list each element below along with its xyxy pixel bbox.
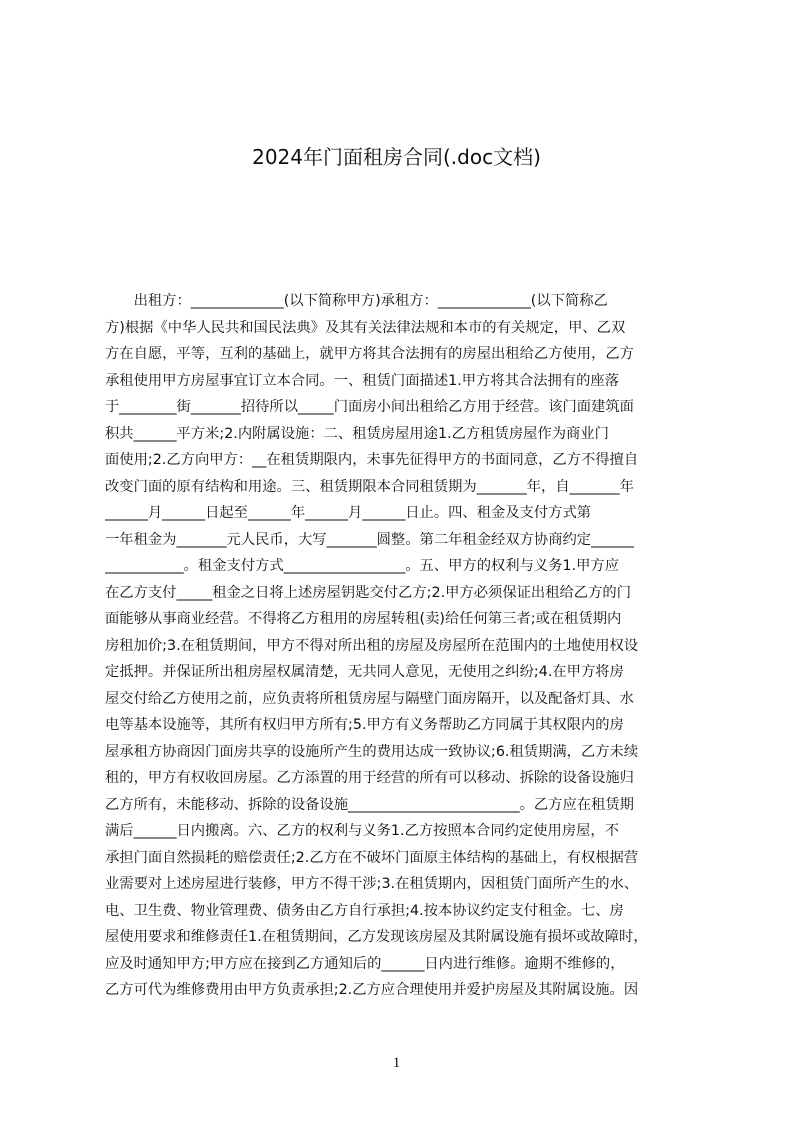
body-line: 定抵押。并保证所出租房屋权属清楚，无共同人意见，无使用之纠纷;4.在甲方将房 xyxy=(105,664,624,680)
document-title: 2024年门面租房合同(.doc文档) xyxy=(252,145,541,169)
body-line: 承租使用甲方房屋事宜订立本合同。一、租赁门面描述1.甲方将其合法拥有的座落 xyxy=(105,372,620,389)
body-line: 一年租金为_______元人民币，大写_______圆整。第二年租金经双方协商约定______ xyxy=(105,531,634,548)
body-line: 屋使用要求和维修责任1.在租赁期间，乙方发现该房屋及其附属设施有损坏或故障时， xyxy=(105,929,648,945)
body-line: ___________。租金支付方式_________________。五、甲方的权利与义务1.甲方应 xyxy=(105,558,620,574)
contract-body xyxy=(105,288,697,1004)
body-line: 应及时通知甲方;甲方应在接到乙方通知后的______日内进行维修。逾期不维修的， xyxy=(105,955,625,972)
body-line: 在乙方支付_____租金之日将上述房屋钥匙交付乙方;2.甲方必须保证出租给乙方的门 xyxy=(105,584,631,601)
body-line: 房租加价;3.在租赁期间，甲方不得对所出租的房屋及房屋所在范围内的土地使用权设 xyxy=(105,637,639,654)
body-line: 屋承租方协商因门面房共享的设施所产生的费用达成一致协议;6.租赁期满，乙方未续 xyxy=(105,743,639,760)
body-line: 电、卫生费、物业管理费、债务由乙方自行承担;4.按本协议约定支付租金。七、房 xyxy=(105,902,624,919)
body-line: 承担门面自然损耗的赔偿责任;2.乙方在不破坏门面原主体结构的基础上，有权根据营 xyxy=(105,849,639,866)
body-line: ______月______日起至______年______月______日止。四、租金及支付方式第 xyxy=(105,505,592,521)
body-line: 方在自愿，平等，互利的基础上，就甲方将其合法拥有的房屋出租给乙方使用，乙方 xyxy=(105,346,634,362)
body-line: 乙方可代为维修费用由甲方负责承担;2.乙方应合理使用并爱护房屋及其附属设施。因 xyxy=(105,982,639,998)
body-line: 面能够从事商业经营。不得将乙方租用的房屋转租(卖)给任何第三者;或在租赁期内 xyxy=(105,611,622,627)
body-line: 积共______平方米;2.内附属设施：二、租赁房屋用途1.乙方租赁房屋作为商业门 xyxy=(105,425,609,442)
body-line: 方)根据《中华人民共和国民法典》及其有关法律法规和本市的有关规定，甲、乙双 xyxy=(105,319,626,336)
body-line: 屋交付给乙方使用之前，应负责将所租赁房屋与隔壁门面房隔开，以及配备灯具、水 xyxy=(105,690,634,707)
body-line: 面使用;2.乙方向甲方：__在租赁期限内，未事先征得甲方的书面同意，乙方不得擅自 xyxy=(105,452,639,468)
body-line: 租的，甲方有权收回房屋。乙方添置的用于经营的所有可以移动、拆除的设备设施归 xyxy=(105,770,634,786)
body-line: 改变门面的原有结构和用途。三、租赁期限本合同租赁期为_______年，自_______年 xyxy=(105,478,634,495)
body-line: 出租方：_____________(以下简称甲方)承租方：_____________(以下简称乙 xyxy=(105,293,608,309)
body-line: 电等基本设施等，其所有权归甲方所有;5.甲方有义务帮助乙方同属于其权限内的房 xyxy=(105,717,624,733)
page-number: 1 xyxy=(392,1055,401,1071)
body-line: 满后______日内搬离。六、乙方的权利与义务1.乙方按照本合同约定使用房屋，不 xyxy=(105,823,620,839)
body-line: 乙方所有，未能移动、拆除的设备设施________________________。乙方应在租赁期 xyxy=(105,796,634,813)
body-line: 于________街_______招待所以_____门面房小间出租给乙方用于经营。该门面建筑面 xyxy=(105,399,634,415)
body-line: 业需要对上述房屋进行装修，甲方不得干涉;3.在租赁期内，因租赁门面所产生的水、 xyxy=(105,876,639,892)
